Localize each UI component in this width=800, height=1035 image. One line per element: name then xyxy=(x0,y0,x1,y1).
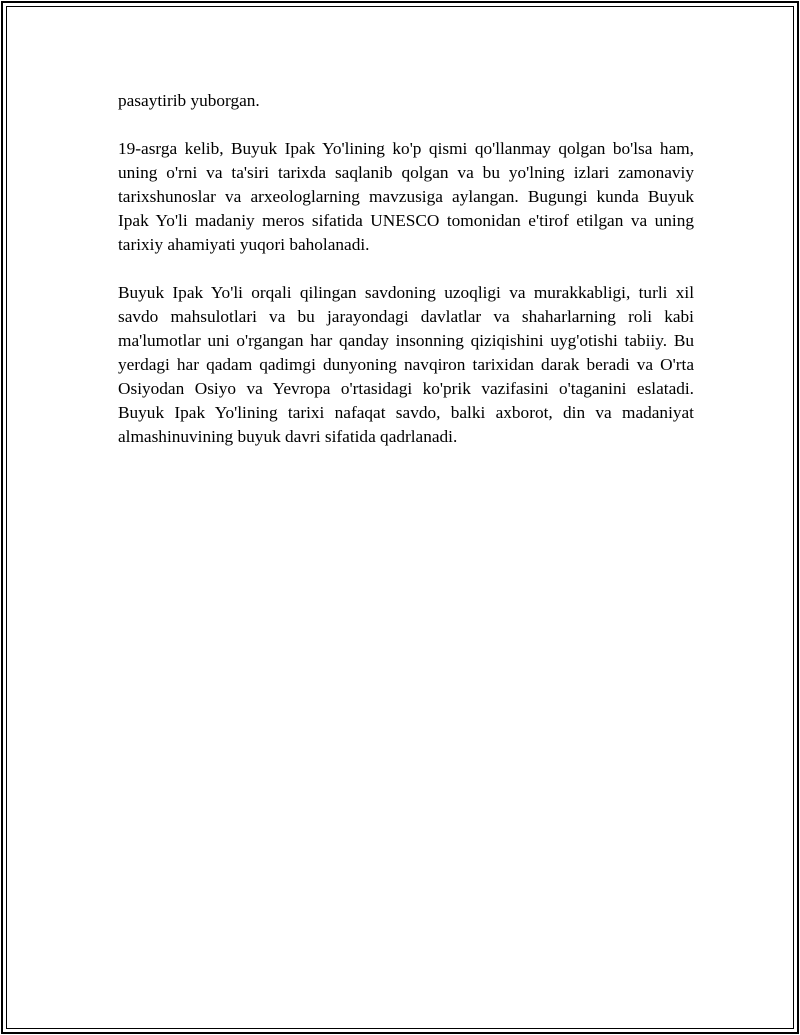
paragraph-trade-significance: Buyuk Ipak Yo'li orqali qilingan savdoning uzoqligi va murakkabligi, turli xil savdo mahsulotlari va bu jarayondagi davlatlar va shaharlarning roli kabi ma'lumotlar uni o'rgangan har qanday insonning qiziqishini uyg'otishi tabiiy. Bu yerdagi har qadam qadimgi dunyoning navqiron tarixidan darak beradi va O'rta Osiyodan Osiyo va Yevropa o'rtasidagi ko'prik vazifasini o'taganini eslatadi. Buyuk Ipak Yo'lining tarixi nafaqat savdo, balki axborot, din va madaniyat almashinuvining buyuk davri sifatida qadrlanadi. xyxy=(118,283,694,446)
paragraph-19th-century: 19-asrga kelib, Buyuk Ipak Yo'lining ko'p qismi qo'llanmay qolgan bo'lsa ham, uning o'rni va ta'siri tarixda saqlanib qolgan va bu yo'lning izlari zamonaviy tarixshunoslar va arxeologlarning mavzusiga aylangan. Bugungi kunda Buyuk Ipak Yo'li madaniy meros sifatida UNESCO tomonidan e'tirof etilgan va uning tarixiy ahamiyati yuqori baholanadi. xyxy=(118,139,694,254)
document-body xyxy=(118,89,694,473)
paragraph-continuation: pasaytirib yuborgan. xyxy=(118,91,260,110)
